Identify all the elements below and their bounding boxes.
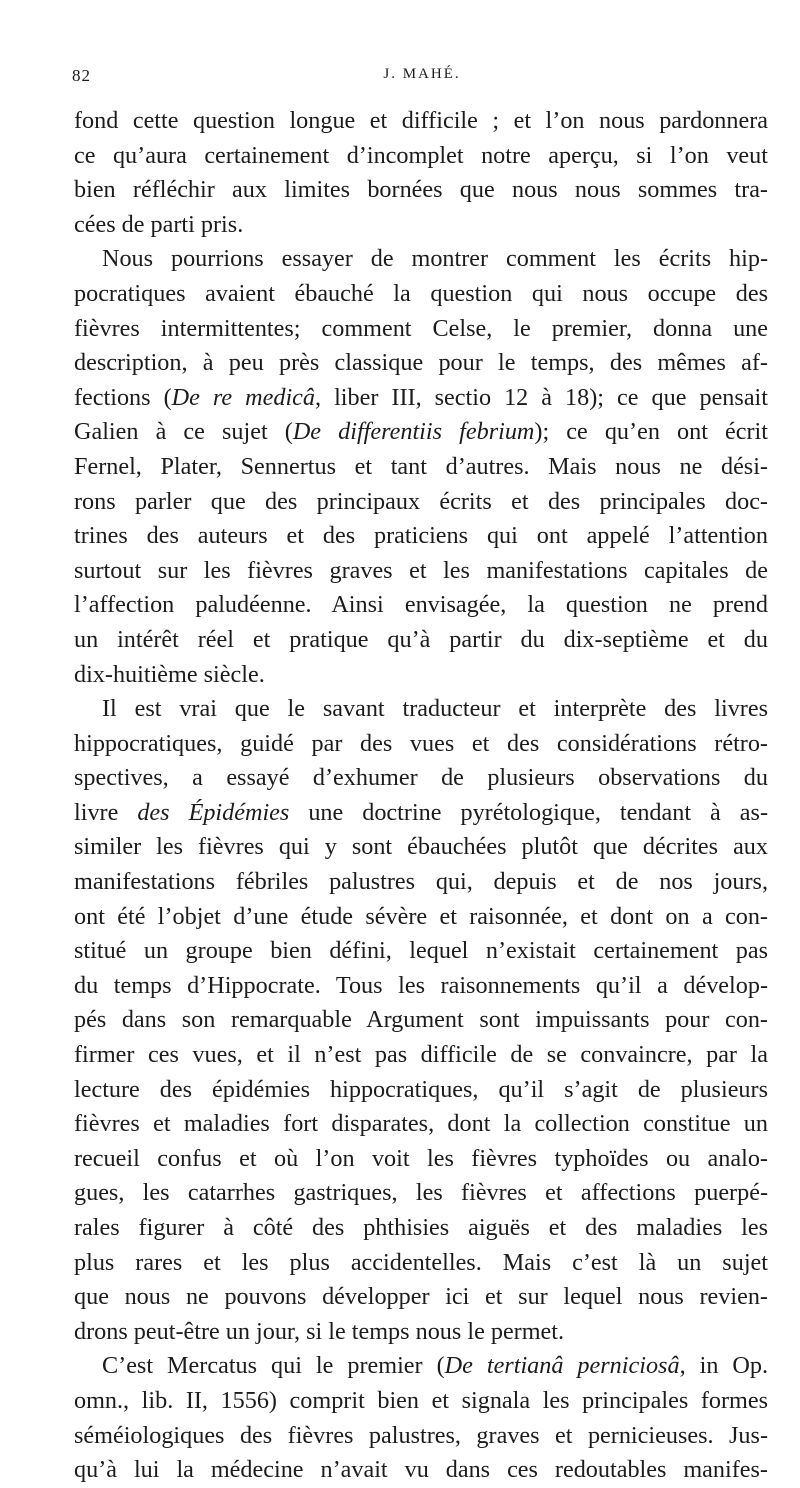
text-line bbox=[74, 969, 768, 1004]
text-run: cées de parti pris. bbox=[74, 210, 244, 238]
text-line bbox=[74, 900, 768, 935]
text-line bbox=[74, 450, 768, 485]
text-run: description, à peu près classique pour le temps, des mêmes af- bbox=[74, 349, 768, 377]
text-line bbox=[74, 104, 768, 139]
text-line bbox=[74, 1107, 768, 1142]
text-line bbox=[74, 1003, 768, 1038]
text-run: fond cette question longue et difficile ; et l’on nous pardonnera bbox=[74, 107, 768, 134]
text-line bbox=[74, 485, 768, 520]
text-line bbox=[74, 1176, 768, 1211]
text-run: qu’à lui la médecine n’avait vu dans ces redoutables manifes- bbox=[74, 1456, 768, 1484]
text-line bbox=[74, 519, 768, 554]
text-line bbox=[74, 1349, 768, 1384]
text-run: fièvres et maladies fort disparates, dont la collection constitue un bbox=[74, 1110, 768, 1138]
text-line bbox=[74, 381, 768, 416]
text-line bbox=[74, 1280, 768, 1315]
text-line bbox=[74, 139, 768, 174]
running-head bbox=[72, 66, 772, 90]
text-line bbox=[74, 658, 768, 693]
text-run: hippocratiques, guidé par des vues et des considérations rétro- bbox=[74, 729, 768, 757]
text-run: gues, les catarrhes gastriques, les fièvres et affections puerpé- bbox=[74, 1179, 768, 1207]
text-run: C’est Mercatus qui le premier ( bbox=[102, 1352, 445, 1380]
text-run: Fernel, Plater, Sennertus et tant d’autres. Mais nous ne dési- bbox=[74, 452, 768, 480]
text-run: que nous ne pouvons développer ici et sur lequel nous revien- bbox=[74, 1283, 768, 1311]
text-line bbox=[74, 1038, 768, 1073]
italic-title: des Épidémies bbox=[137, 798, 290, 826]
text-run: spectives, a essayé d’exhumer de plusieurs observations du bbox=[74, 764, 768, 792]
italic-title: De re medicâ bbox=[171, 383, 315, 411]
text-line bbox=[74, 830, 768, 865]
text-run: une doctrine pyrétologique, tendant à as- bbox=[289, 798, 768, 826]
text-line bbox=[74, 934, 768, 969]
text-line bbox=[74, 1246, 768, 1281]
text-run: omn., lib. II, 1556) comprit bien et signala les principales formes bbox=[74, 1386, 768, 1414]
text-run: Galien à ce sujet ( bbox=[74, 418, 293, 446]
text-run: , liber III, sectio 12 à 18); ce que pensait bbox=[315, 383, 768, 411]
text-run: pés dans son remarquable Argument sont impuissants pour con- bbox=[74, 1006, 768, 1034]
text-run: lecture des épidémies hippocratiques, qu’il s’agit de plusieurs bbox=[74, 1075, 768, 1103]
text-line bbox=[74, 1453, 768, 1488]
text-line bbox=[74, 242, 768, 277]
body-text bbox=[74, 104, 768, 1488]
text-run: Il est vrai que le savant traducteur et interprète des livres bbox=[102, 695, 768, 723]
text-line bbox=[74, 865, 768, 900]
text-run: fections ( bbox=[74, 383, 172, 411]
text-run: l’affection paludéenne. Ainsi envisagée, la question ne prend bbox=[74, 591, 768, 619]
text-run: un intérêt réel et pratique qu’à partir du dix-septième et du bbox=[74, 625, 768, 653]
text-line bbox=[74, 312, 768, 347]
text-line bbox=[74, 761, 768, 796]
text-line bbox=[74, 1211, 768, 1246]
text-line bbox=[74, 346, 768, 381]
text-run: livre bbox=[74, 798, 138, 826]
text-line bbox=[74, 692, 768, 727]
text-line bbox=[74, 588, 768, 623]
text-run: séméiologiques des fièvres palustres, graves et pernicieuses. Jus- bbox=[74, 1421, 768, 1449]
text-run: similer les fièvres qui y sont ébauchées plutôt que décrites aux bbox=[74, 833, 768, 861]
text-run: Nous pourrions essayer de montrer comment les écrits hip- bbox=[102, 245, 768, 273]
text-run: manifestations fébriles palustres qui, depuis et de nos jours, bbox=[74, 868, 768, 896]
text-run: ont été l’objet d’une étude sévère et raisonnée, et dont on a con- bbox=[74, 902, 768, 930]
text-line bbox=[74, 727, 768, 762]
text-run: surtout sur les fièvres graves et les manifestations capitales de bbox=[74, 556, 768, 584]
text-run: du temps d’Hippocrate. Tous les raisonnements qu’il a dévelop- bbox=[74, 971, 768, 999]
text-line bbox=[74, 277, 768, 312]
text-line bbox=[74, 1419, 768, 1454]
text-line bbox=[74, 173, 768, 208]
text-run: stitué un groupe bien défini, lequel n’existait certainement pas bbox=[74, 937, 768, 965]
text-line bbox=[74, 554, 768, 589]
text-line bbox=[74, 415, 768, 450]
text-run: dix-huitième siècle. bbox=[74, 660, 265, 688]
italic-title: De tertianâ perniciosâ bbox=[444, 1352, 680, 1380]
text-run: recueil confus et où l’on voit les fièvres typhoïdes ou analo- bbox=[74, 1144, 768, 1172]
page-number: 82 bbox=[72, 66, 91, 85]
text-run: firmer ces vues, et il n’est pas difficile de se convaincre, par la bbox=[74, 1041, 768, 1069]
text-run: bien réfléchir aux limites bornées que nous nous sommes tra- bbox=[74, 176, 768, 204]
italic-title: De differentiis febrium bbox=[292, 418, 535, 446]
text-run: plus rares et les plus accidentelles. Mais c’est là un sujet bbox=[74, 1248, 768, 1276]
text-line bbox=[74, 208, 768, 243]
text-run: ); ce qu’en ont écrit bbox=[534, 418, 768, 446]
text-run: trines des auteurs et des praticiens qui ont appelé l’attention bbox=[74, 522, 768, 550]
text-line bbox=[74, 1142, 768, 1177]
text-line bbox=[74, 623, 768, 658]
running-title: J. MAHÉ. bbox=[383, 66, 461, 82]
text-line bbox=[74, 796, 768, 831]
text-run: , in Op. bbox=[679, 1352, 769, 1380]
text-line bbox=[74, 1073, 768, 1108]
text-run: drons peut-être un jour, si le temps nous le permet. bbox=[74, 1317, 565, 1345]
text-run: pocratiques avaient ébauché la question qui nous occupe des bbox=[74, 279, 768, 307]
text-line bbox=[74, 1315, 768, 1350]
text-line bbox=[74, 1384, 768, 1419]
text-run: rales figurer à côté des phthisies aiguës et des maladies les bbox=[74, 1214, 768, 1241]
text-run: fièvres intermittentes; comment Celse, le premier, donna une bbox=[74, 314, 768, 342]
text-run: rons parler que des principaux écrits et des principales doc- bbox=[74, 487, 768, 515]
text-run: ce qu’aura certainement d’incomplet notre aperçu, si l’on veut bbox=[74, 141, 768, 169]
